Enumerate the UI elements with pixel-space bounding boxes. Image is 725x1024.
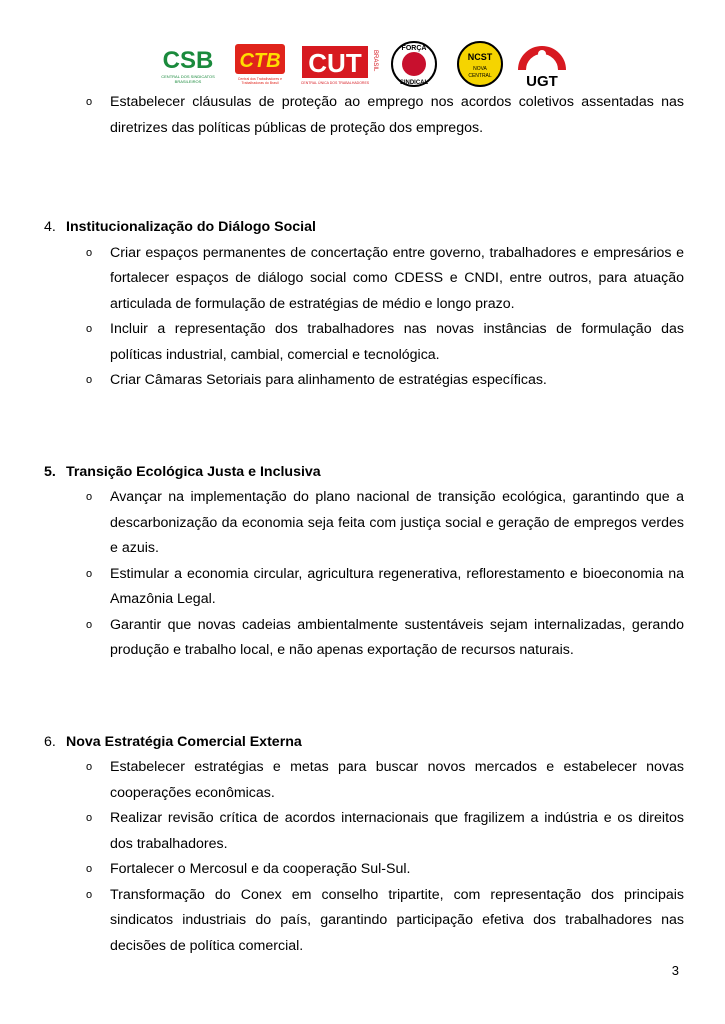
svg-text:UGT: UGT [526,73,558,90]
list-item-text: Estabelecer cláusulas de proteção ao emprego nos acordos coletivos assentadas nas diretrizes das políticas públicas de proteção dos empregos. [110,94,684,136]
list-item [44,562,684,613]
list-item [44,806,684,857]
svg-text:NOVA: NOVA [473,66,487,72]
csb-logo [158,40,218,88]
section-number: 5. [44,463,56,480]
section-title: Transição Ecológica Justa e Inclusiva [66,463,321,480]
section-heading [44,460,684,486]
bullet-icon: o [86,96,93,108]
spacer [44,394,684,460]
spacer [44,664,684,730]
section-title: Institucionalização do Diálogo Social [66,219,316,235]
svg-text:BRASILEIROS: BRASILEIROS [174,79,202,84]
bullet-icon: o [86,491,93,503]
list-item-text: Avançar na implementação do plano nacional de transição ecológica, garantindo que a descarbonização da economia seja feita com justiça social e geração de empregos verdes e azuis. [110,489,684,556]
bullet-icon: o [86,567,93,580]
svg-text:BRASIL: BRASIL [372,50,378,72]
svg-text:CENTRAL DOS SINDICATOS: CENTRAL DOS SINDICATOS [161,74,215,79]
list-item-text: Estimular a economia circular, agricultura regenerativa, reflorestamento e bioeconomia na Amazônia Legal. [110,565,684,607]
section-heading [44,730,684,756]
ncst-logo [454,40,506,90]
list-item [44,613,684,664]
svg-text:SINDICAL: SINDICAL [399,80,429,86]
bullet-icon: o [86,618,93,631]
document-body [44,90,684,959]
list-item-text: Fortalecer o Mercosul e da cooperação Sul-Sul. [110,861,411,877]
svg-text:Central dos Trabalhadores e: Central dos Trabalhadores e [237,77,283,81]
section-heading [44,215,684,241]
bullet-icon: o [86,246,93,259]
svg-text:CUT: CUT [308,48,362,78]
logo-bar [0,40,725,96]
list-item-text: Criar Câmaras Setoriais para alinhamento de estratégias específicas. [110,372,547,388]
list-item [44,368,684,394]
bullet-icon: o [86,863,93,875]
list-item-text: Garantir que novas cadeias ambientalmente sustentáveis sejam internalizadas, gerando produção e trabalho local, e não apenas exportação de recursos naturais. [110,616,684,658]
svg-text:CSB: CSB [162,47,214,74]
list-item [44,485,684,562]
list-item-text: Criar espaços permanentes de concertação entre governo, trabalhadores e empresários e fortalecer espaços de diálogo social como CDESS e CNDI, entre outros, para atuação articulada de formulação de estratégias de médio e longo prazo. [110,244,684,312]
ugt-logo [516,40,568,90]
svg-text:Trabalhadoras do Brasil: Trabalhadoras do Brasil [241,81,279,85]
section-title: Nova Estratégia Comercial Externa [66,733,302,750]
svg-text:CTB: CTB [239,50,281,72]
forca-sindical-logo [388,40,440,90]
svg-text:FORÇA: FORÇA [401,45,427,52]
section-number: 6. [44,733,56,750]
cut-logo [300,40,380,88]
list-item [44,883,684,960]
ctb-logo [229,40,289,88]
section-number: 4. [44,219,56,235]
bullet-icon: o [86,761,93,773]
svg-text:NCST: NCST [467,52,493,62]
page-number: 3 [671,963,679,978]
list-item-text: Realizar revisão crítica de acordos internacionais que fragilizem a indústria e os direitos dos trabalhadores. [110,810,684,852]
bullet-icon: o [86,888,93,901]
list-item-text: Incluir a representação dos trabalhadores nas novas instâncias de formulação das políticas industrial, cambial, comercial e tecnológica. [110,321,684,363]
list-item-text: Estabelecer estratégias e metas para buscar novos mercados e estabelecer novas cooperações econômicas. [110,759,684,801]
list-item [44,857,684,883]
list-item [44,755,684,806]
bullet-icon: o [86,323,93,335]
list-item [44,241,684,318]
list-item [44,90,684,141]
spacer [44,141,684,215]
bullet-icon: o [86,812,93,824]
list-item-text: Transformação do Conex em conselho tripartite, com representação dos principais sindicatos industriais do país, garantindo participação efetiva dos trabalhadores nas decisões de política comercial. [110,886,684,954]
svg-text:CENTRAL ÚNICA DOS TRABALHADORE: CENTRAL ÚNICA DOS TRABALHADORES [300,81,370,85]
bullet-icon: o [86,374,93,386]
list-item [44,317,684,368]
svg-text:CENTRAL: CENTRAL [468,73,492,79]
